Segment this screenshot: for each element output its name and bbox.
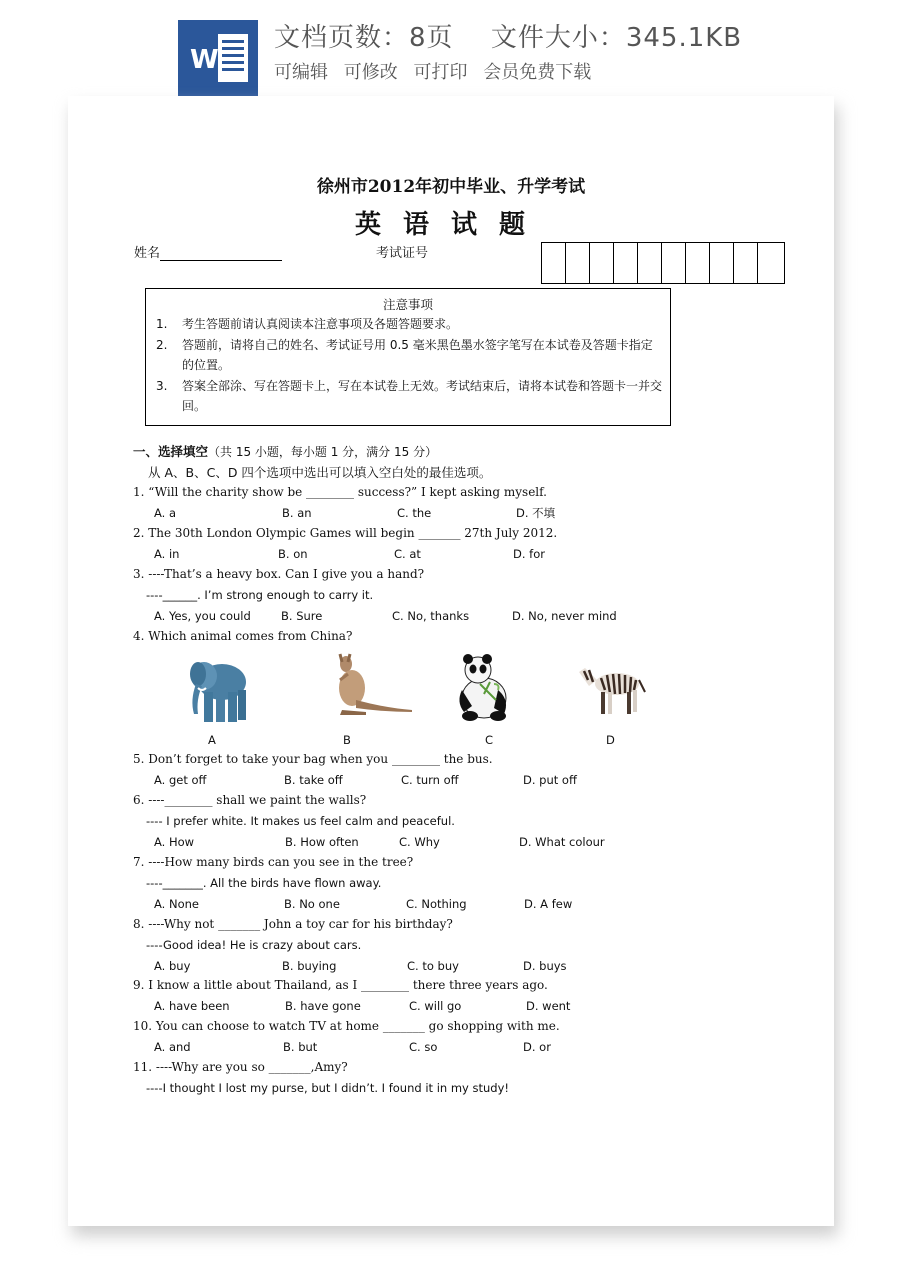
question-3: 3. ----That’s a heavy box. Can I give you a hand? xyxy=(133,567,425,581)
notice-number: 2. xyxy=(156,338,168,352)
id-cell xyxy=(686,243,710,283)
id-cell xyxy=(734,243,758,283)
option-b: B. Sure xyxy=(281,609,323,623)
exam-subject: 英语试题 xyxy=(354,210,547,240)
option-b: B. How often xyxy=(285,835,359,849)
option-a: A. and xyxy=(154,1040,191,1054)
question-8: 8. ----Why not _______ John a toy car for his birthday? xyxy=(133,917,453,931)
notice-box xyxy=(145,288,671,426)
id-cell xyxy=(638,243,662,283)
question-11: 11. ----Why are you so _______,Amy? xyxy=(133,1060,348,1074)
id-cell xyxy=(710,243,734,283)
exam-title: 徐州市2012年初中毕业、升学考试 xyxy=(316,177,586,197)
svg-text:W: W xyxy=(190,45,219,75)
image-label-b: B xyxy=(343,733,351,747)
notice-item xyxy=(146,335,670,375)
notice-title: 注意事项 xyxy=(382,297,433,312)
option-a: A. get off xyxy=(154,773,207,787)
feature-member-download: 会员免费下载 xyxy=(483,62,592,83)
option-d: D. put off xyxy=(523,773,577,787)
question-4: 4. Which animal comes from China? xyxy=(133,629,353,643)
option-c: C. at xyxy=(394,547,421,561)
document-header xyxy=(0,0,900,96)
notice-text: 答题前，请将自己的姓名、考试证号用 0.5 毫米黑色墨水签字笔写在本试卷及答题卡指定的位置。 xyxy=(182,338,653,372)
question-10: 10. You can choose to watch TV at home _______ go shopping with me. xyxy=(133,1019,560,1033)
kangaroo-icon xyxy=(326,650,416,724)
section-instruction: 从 A、B、C、D 四个选项中选出可以填入空白处的最佳选项。 xyxy=(148,465,492,480)
option-a: A. have been xyxy=(154,999,230,1013)
option-d: D. or xyxy=(523,1040,551,1054)
id-cell xyxy=(758,243,784,283)
question-1: 1. “Will the charity show be ________ success?” I kept asking myself. xyxy=(133,485,547,499)
id-cell xyxy=(542,243,566,283)
file-size: 文件大小：345.1KB xyxy=(490,23,743,53)
option-d: D. What colour xyxy=(519,835,605,849)
option-c: C. turn off xyxy=(401,773,459,787)
exam-page xyxy=(68,96,834,1226)
section-note: （共 15 小题，每小题 1 分，满分 15 分） xyxy=(208,445,438,459)
page-count: 文档页数：8页 xyxy=(274,23,454,53)
notice-number: 3. xyxy=(156,379,168,393)
option-c: C. to buy xyxy=(407,959,459,973)
id-cell xyxy=(662,243,686,283)
name-blank xyxy=(160,246,282,261)
option-d: D. went xyxy=(526,999,571,1013)
option-a: A. in xyxy=(154,547,180,561)
image-label-a: A xyxy=(208,733,216,747)
question-8-reply: ----Good idea! He is crazy about cars. xyxy=(146,938,362,952)
zebra-icon xyxy=(575,660,649,722)
option-a: A. How xyxy=(154,835,195,849)
option-a: A. buy xyxy=(154,959,191,973)
panda-icon xyxy=(454,654,514,726)
option-b: B. but xyxy=(283,1040,318,1054)
feature-editable: 可编辑 xyxy=(274,62,328,83)
option-a: A. Yes, you could xyxy=(154,609,251,623)
id-cell xyxy=(590,243,614,283)
image-label-c: C xyxy=(485,733,494,747)
notice-item xyxy=(146,314,670,334)
name-field xyxy=(134,242,282,261)
option-c: C. will go xyxy=(409,999,462,1013)
word-icon xyxy=(178,20,258,96)
notice-text: 答案全部涂、写在答题卡上，写在本试卷上无效。考试结束后，请将本试卷和答题卡一并交回。 xyxy=(182,379,663,413)
question-6: 6. ----________ shall we paint the walls? xyxy=(133,793,367,807)
question-2: 2. The 30th London Olympic Games will begin _______ 27th July 2012. xyxy=(133,526,558,540)
option-c: C. Why xyxy=(399,835,440,849)
question-7-reply: ----_______. All the birds have flown away. xyxy=(146,876,382,890)
exam-id-label: 考试证号 xyxy=(376,246,429,261)
exam-id-grid xyxy=(541,242,785,284)
option-b: B. No one xyxy=(284,897,340,911)
question-3-reply: ----______. I’m strong enough to carry it. xyxy=(146,588,374,602)
question-6-reply: ---- I prefer white. It makes us feel calm and peaceful. xyxy=(146,814,455,828)
option-d: D. 不填 xyxy=(516,506,556,520)
option-c: C. Nothing xyxy=(406,897,467,911)
option-a: A. a xyxy=(154,506,177,520)
option-b: B. have gone xyxy=(285,999,361,1013)
option-b: B. take off xyxy=(284,773,343,787)
id-cell xyxy=(566,243,590,283)
name-label: 姓名 xyxy=(134,246,161,261)
image-label-d: D xyxy=(606,733,615,747)
feature-printable: 可打印 xyxy=(413,62,468,83)
option-b: B. an xyxy=(282,506,312,520)
question-5: 5. Don’t forget to take your bag when you ________ the bus. xyxy=(133,752,493,766)
option-c: C. so xyxy=(409,1040,438,1054)
question-7: 7. ----How many birds can you see in the tree? xyxy=(133,855,414,869)
notice-text: 考生答题前请认真阅读本注意事项及各题答题要求。 xyxy=(182,317,459,331)
option-b: B. buying xyxy=(282,959,337,973)
option-c: C. No, thanks xyxy=(392,609,470,623)
option-b: B. on xyxy=(278,547,308,561)
option-c: C. the xyxy=(397,506,432,520)
notice-number: 1. xyxy=(156,317,168,331)
option-a: A. None xyxy=(154,897,199,911)
section-heading xyxy=(133,442,437,460)
notice-item xyxy=(146,376,670,416)
id-cell xyxy=(614,243,638,283)
option-d: D. for xyxy=(513,547,545,561)
feature-modifiable: 可修改 xyxy=(343,62,398,83)
option-d: D. buys xyxy=(523,959,567,973)
option-d: D. No, never mind xyxy=(512,609,617,623)
document-meta xyxy=(274,20,742,84)
question-11-reply: ----I thought I lost my purse, but I didn’t. I found it in my study! xyxy=(146,1081,510,1095)
section-title: 一、选择填空 xyxy=(133,444,209,459)
question-9: 9. I know a little about Thailand, as I ________ there three years ago. xyxy=(133,978,548,992)
elephant-icon xyxy=(184,652,254,730)
option-d: D. A few xyxy=(524,897,573,911)
